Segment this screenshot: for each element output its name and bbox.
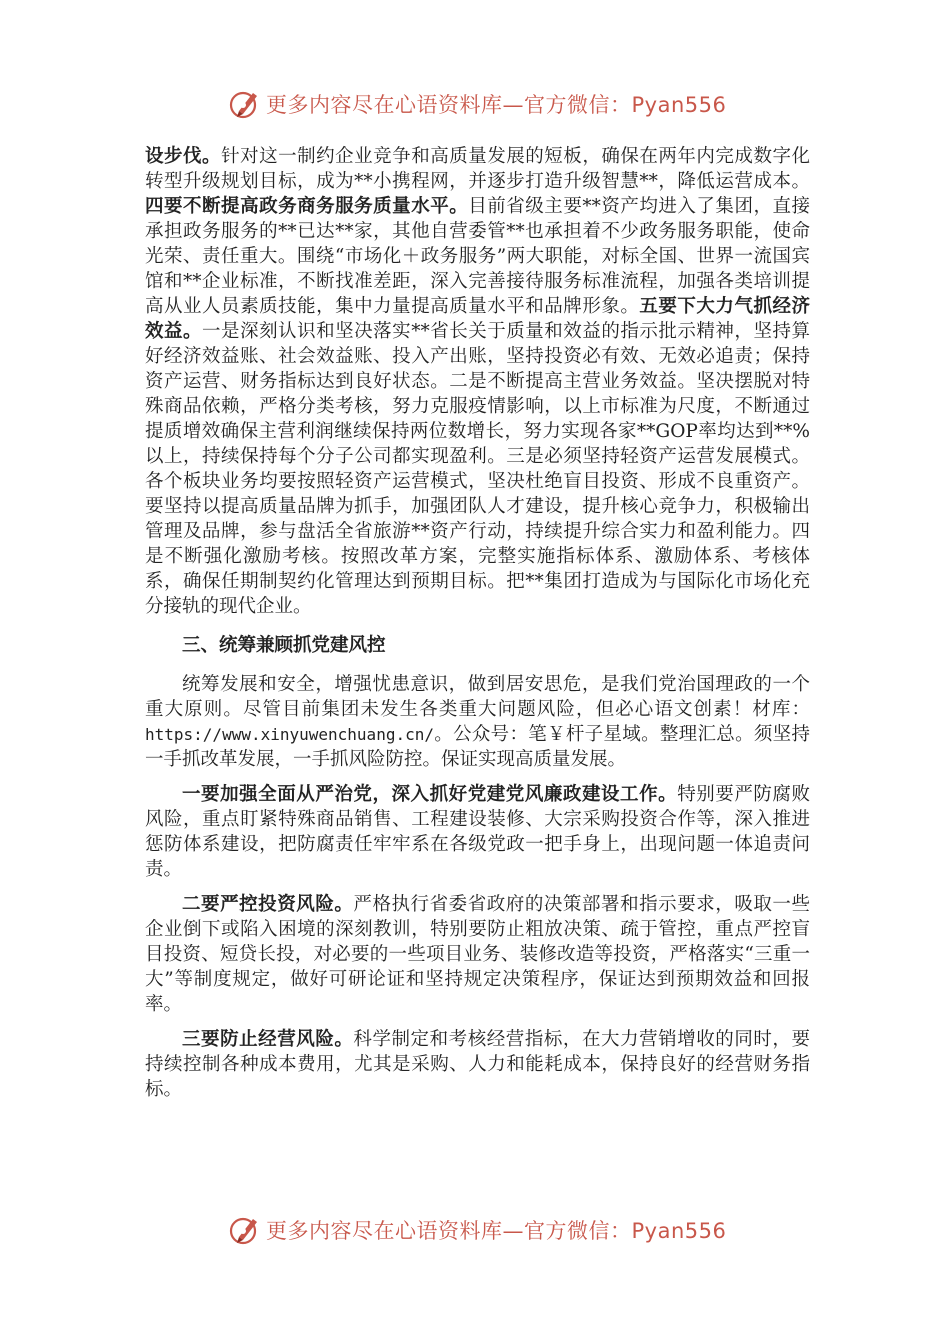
bold-phrase: 五要下大力气抓经济效益。 [145,296,810,342]
paragraph-1 [145,144,810,619]
document-body [145,144,810,1102]
pen-nib-logo-icon [228,1213,262,1247]
pen-nib-logo-icon [228,87,262,121]
bold-phrase: 二要严控投资风险。 [182,894,354,915]
body-text: 一是深刻认识和坚决落实**省长关于质量和效益的指示批示精神，坚持算好经济效益账、社会效益账、投入产出账，坚持投资必有效、无效必追责；保持资产运营、财务指标达到良好状态。二是不断提高主营业务效益。坚决摆脱对特殊商品依赖，严格分类考核，努力克服疫情影响，以上市标准为尺度，不断通过提质增效确保主营利润继续保持两位数增长，努力实现各家**GOP率均达到**%以上，持续保持每个分子公司都实现盈利。三是必须坚持轻资产运营发展模式。各个板块业务均要按照轻资产运营模式，坚决杜绝盲目投资、形成不良重资产。要坚持以提高质量品牌为抓手，加强团队人才建设，提升核心竞争力，积极输出管理及品牌，参与盘活全省旅游**资产行动，持续提升综合实力和盈利能力。四是不断强化激励考核。按照改革方案，完整实施指标体系、激励体系、考核体系，确保任期制契约化管理达到预期目标。把**集团打造成为与国际化市场化充分接轨的现代企业。 [145,321,810,617]
body-text: 特别要严防腐败风险，重点盯紧特殊商品销售、工程建设装修、大宗采购投资合作等，深入推进惩防体系建设，把防腐责任牢牢系在各级党政一把手身上，出现问题一体追责问责。 [145,784,810,880]
section-heading: 三、统筹兼顾抓党建风控 [182,635,386,656]
body-text: 目前省级主要**资产均进入了集团，直接承担政务服务的**已达**家，其他自营委管**也承担着不少政务服务职能，使命光荣、责任重大。围绕“市场化＋政务服务”两大职能，对标全国、世界一流国宾馆和**企业标准，不断找准差距，深入完善接待服务标准流程，加强各类培训提高从业人员素质技能，集中力量提高质量水平和品牌形象。 [145,196,810,317]
footer-banner-text: 更多内容尽在心语资料库—官方微信：Pyan556 [266,1219,727,1243]
bold-phrase: 四要不断提高政务商务服务质量水平。 [145,196,469,217]
body-text: 针对这一制约企业竞争和高质量发展的短板，确保在两年内完成数字化转型升级规划目标，成为**小携程网，并逐步打造升级智慧**，降低运营成本。 [145,146,810,192]
header-banner [228,84,726,124]
footer-banner [228,1210,726,1250]
body-text: 科学制定和考核经营指标，在大力营销增收的同时，要持续控制各种成本费用，尤其是采购、人力和能耗成本，保持良好的经营财务指标。 [145,1029,810,1100]
body-text: 。公众号：笔￥杆子星域。整理汇总。须坚持一手抓改革发展，一手抓风险防控。保证实现高质量发展。 [145,724,810,770]
header-banner-text: 更多内容尽在心语资料库—官方微信：Pyan556 [266,93,727,117]
material-url: https://www.xinyuwenchuang.cn/ [145,725,434,744]
body-text: 严格执行省委省政府的决策部署和指示要求，吸取一些企业倒下或陷入困境的深刻教训，特别要防止粗放决策、疏于管控，重点严控盲目投资、短贷长投，对必要的一些项目业务、装修改造等投资，严格落实“三重一大”等制度规定，做好可研论证和坚持规定决策程序，保证达到预期效益和回报率。 [145,894,810,1015]
bold-phrase: 一要加强全面从严治党，深入抓好党建党风廉政建设工作。 [182,784,678,805]
paragraph-4 [145,892,810,1017]
paragraph-3 [145,782,810,882]
paragraph-2 [145,672,810,772]
bold-phrase: 设步伐。 [145,146,222,167]
paragraph-5 [145,1027,810,1102]
bold-phrase: 三要防止经营风险。 [182,1029,354,1050]
body-text: 统筹发展和安全，增强忧患意识，做到居安思危，是我们党治国理政的一个重大原则。尽管目前集团未发生各类重大问题风险，但必心语文创素！材库： [145,674,810,720]
